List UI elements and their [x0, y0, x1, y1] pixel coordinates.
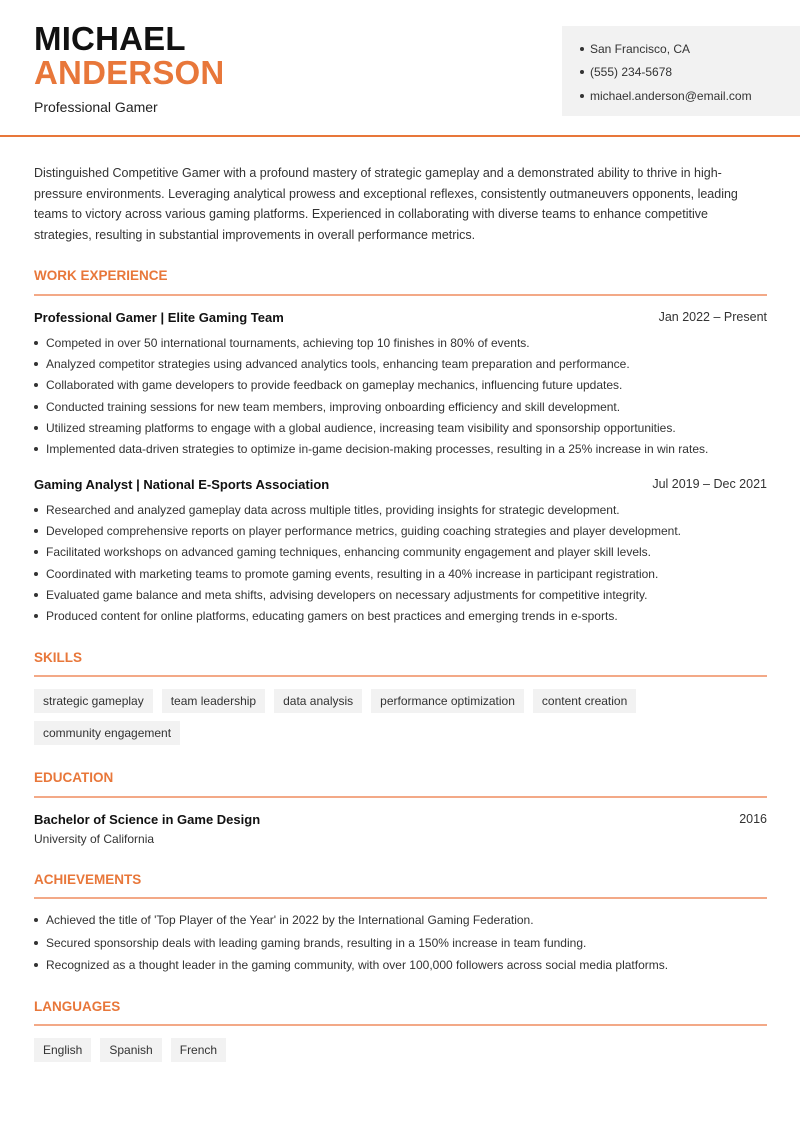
list-item: Conducted training sessions for new team members, improving onboarding efficiency and skill development.: [34, 396, 774, 417]
first-name: MICHAEL: [34, 20, 186, 57]
list-item: Facilitated workshops on advanced gaming techniques, enhancing community engagement and player skill levels.: [34, 542, 774, 563]
job-bullets: [34, 499, 774, 627]
skill-tag: content creation: [533, 689, 636, 713]
section-title-achievements: ACHIEVEMENTS: [34, 872, 142, 887]
candidate-name: [34, 22, 224, 90]
bullet-icon: [34, 508, 38, 512]
list-item: Developed comprehensive reports on player performance metrics, guiding coaching strategies and player development.: [34, 520, 774, 541]
bullet-icon: [580, 47, 584, 51]
job-date: Jan 2022 – Present: [658, 310, 767, 324]
education-degree: Bachelor of Science in Game Design: [34, 812, 261, 827]
list-item: Utilized streaming platforms to engage with a global audience, increasing team visibility and sponsorship opportunities.: [34, 417, 774, 438]
contact-box: [562, 26, 800, 116]
bullet-icon: [34, 362, 38, 366]
job-date: Jul 2019 – Dec 2021: [652, 477, 767, 491]
bullet-icon: [580, 94, 584, 98]
section-title-languages: LANGUAGES: [34, 999, 121, 1014]
list-item: Coordinated with marketing teams to promote gaming events, resulting in a 40% increase in participant registration.: [34, 563, 774, 584]
language-tag: Spanish: [100, 1038, 161, 1062]
bullet-icon: [34, 529, 38, 533]
skill-tag: strategic gameplay: [34, 689, 153, 713]
section-divider: [34, 294, 767, 296]
job-bullets: [34, 332, 774, 460]
job-title: Gaming Analyst | National E-Sports Association: [34, 477, 330, 492]
contact-email: michael.anderson@email.com: [580, 84, 800, 108]
language-tag: French: [171, 1038, 226, 1062]
skill-tag: performance optimization: [371, 689, 524, 713]
education-year: 2016: [739, 812, 767, 826]
education-school: University of California: [34, 832, 155, 846]
bullet-icon: [34, 550, 38, 554]
resume-header: [0, 0, 800, 137]
section-divider: [34, 897, 767, 899]
last-name: ANDERSON: [34, 54, 225, 91]
list-item: Secured sponsorship deals with leading gaming brands, resulting in a 150% increase in team funding.: [34, 932, 774, 955]
summary: Distinguished Competitive Gamer with a profound mastery of strategic gameplay and a demonstrated ability to thrive in high-pressure environments. Leveraging analytical prowess and exceptional reflexes, consistently outmaneuvers opponents, leading teams to victory across various gaming platforms. Experienced in collaborating with diverse teams to enhance competitive strategies, resulting in substantial improvements in overall performance metrics.: [34, 166, 738, 242]
section-divider: [34, 1024, 767, 1026]
list-item: Evaluated game balance and meta shifts, advising developers on necessary adjustments for competitive integrity.: [34, 584, 774, 605]
list-item: Recognized as a thought leader in the gaming community, with over 100,000 followers across social media platforms.: [34, 954, 774, 977]
skill-tag: team leadership: [162, 689, 265, 713]
bullet-icon: [34, 614, 38, 618]
contact-phone: (555) 234-5678: [580, 61, 800, 85]
bullet-icon: [34, 405, 38, 409]
section-divider: [34, 796, 767, 798]
languages-list: [34, 1038, 774, 1062]
skill-tag: data analysis: [274, 689, 362, 713]
section-divider: [34, 675, 767, 677]
job-title: Professional Gamer | Elite Gaming Team: [34, 310, 284, 325]
list-item: Produced content for online platforms, educating gamers on best practices and emerging trends in e-sports.: [34, 605, 774, 626]
list-item: Implemented data-driven strategies to optimize in-game decision-making processes, resulting in a 25% increase in win rates.: [34, 438, 774, 459]
list-item: Competed in over 50 international tournaments, achieving top 10 finishes in 80% of events.: [34, 332, 774, 353]
list-item: Analyzed competitor strategies using advanced analytics tools, enhancing team preparation and performance.: [34, 353, 774, 374]
bullet-icon: [34, 426, 38, 430]
language-tag: English: [34, 1038, 91, 1062]
list-item: Achieved the title of 'Top Player of the Year' in 2022 by the International Gaming Federation.: [34, 909, 774, 932]
bullet-icon: [34, 572, 38, 576]
bullet-icon: [34, 941, 38, 945]
bullet-icon: [34, 447, 38, 451]
section-title-skills: SKILLS: [34, 650, 83, 665]
section-title-education: EDUCATION: [34, 770, 114, 785]
achievements-list: [34, 909, 774, 977]
job-title-headline: Professional Gamer: [34, 99, 158, 115]
contact-location: San Francisco, CA: [580, 37, 800, 61]
bullet-icon: [34, 963, 38, 967]
bullet-icon: [34, 918, 38, 922]
bullet-icon: [34, 341, 38, 345]
section-title-work: WORK EXPERIENCE: [34, 268, 168, 283]
skills-list: [34, 689, 774, 745]
bullet-icon: [580, 70, 584, 74]
bullet-icon: [34, 383, 38, 387]
list-item: Researched and analyzed gameplay data across multiple titles, providing insights for strategic development.: [34, 499, 774, 520]
list-item: Collaborated with game developers to provide feedback on gameplay mechanics, influencing future updates.: [34, 375, 774, 396]
bullet-icon: [34, 593, 38, 597]
skill-tag: community engagement: [34, 721, 180, 745]
